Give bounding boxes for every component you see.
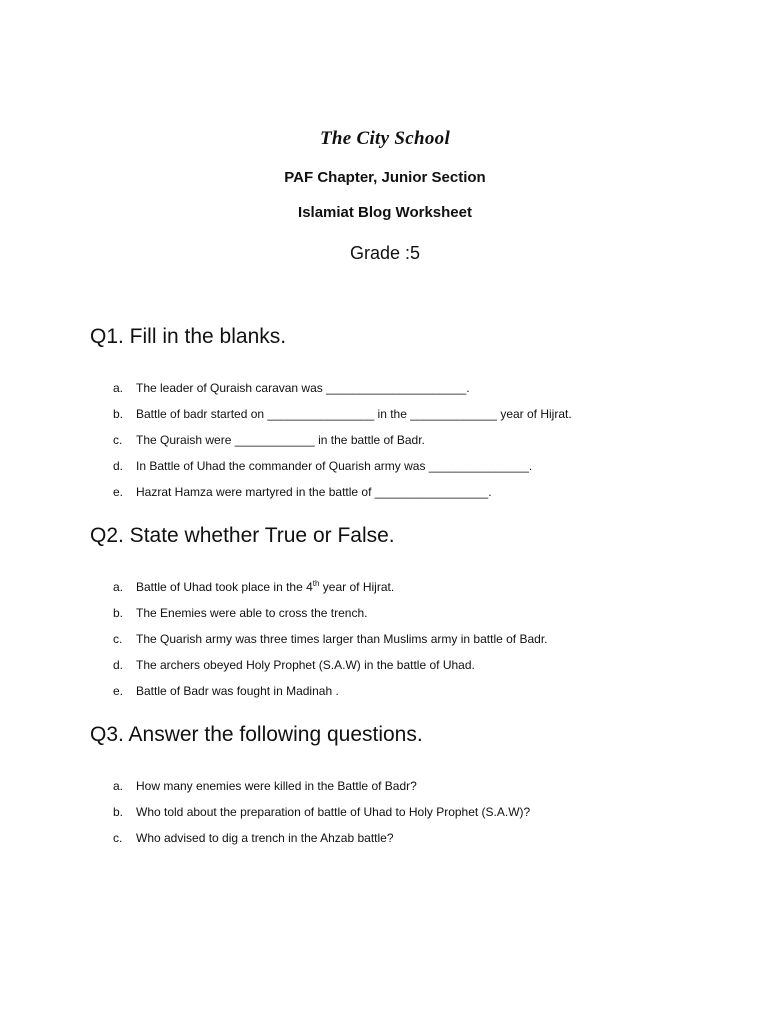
item-letter: b.	[113, 407, 124, 421]
item-letter: e.	[113, 684, 124, 698]
item-text: Battle of badr started on ________________ in the _____________ year of Hijrat.	[136, 407, 572, 421]
item-text: Hazrat Hamza were martyred in the battle of _________________.	[136, 485, 492, 499]
item-text	[136, 578, 394, 596]
item-letter: a.	[113, 381, 124, 395]
item-text: Who told about the preparation of battle of Uhad to Holy Prophet (S.A.W)?	[136, 805, 531, 819]
item-text: Battle of Badr was fought in Madinah .	[136, 684, 339, 698]
worksheet-title: Islamiat Blog Worksheet	[298, 204, 472, 221]
item-letter: c.	[113, 831, 123, 845]
grade-label: Grade :5	[349, 243, 421, 263]
item-text: How many enemies were killed in the Battle of Badr?	[136, 779, 417, 793]
item-letter: b.	[113, 606, 124, 620]
ordinal-suffix: th	[312, 579, 320, 588]
q1-heading: Q1. Fill in the blanks.	[90, 325, 287, 348]
item-text: Who advised to dig a trench in the Ahzab battle?	[136, 831, 394, 845]
item-text: The Enemies were able to cross the trench.	[136, 606, 368, 620]
item-text-before: Battle of Uhad took place in the 4	[136, 580, 313, 594]
item-letter: b.	[113, 805, 124, 819]
item-letter: d.	[113, 459, 124, 473]
item-letter: a.	[113, 580, 124, 594]
item-text: The leader of Quraish caravan was _____________________.	[136, 381, 470, 395]
item-text: The Quraish were ____________ in the battle of Badr.	[136, 433, 425, 447]
school-title: The City School	[319, 128, 451, 149]
item-letter: d.	[113, 658, 124, 672]
item-text-after: year of Hijrat.	[319, 580, 395, 594]
item-letter: c.	[113, 632, 123, 646]
chapter-title: PAF Chapter, Junior Section	[284, 169, 486, 186]
item-text: The archers obeyed Holy Prophet (S.A.W) in the battle of Uhad.	[136, 658, 475, 672]
item-letter: c.	[113, 433, 123, 447]
item-text: In Battle of Uhad the commander of Quarish army was _______________.	[136, 459, 533, 473]
item-text: The Quarish army was three times larger than Muslims army in battle of Badr.	[136, 632, 548, 646]
item-letter: e.	[113, 485, 124, 499]
item-letter: a.	[113, 779, 124, 793]
q3-heading: Q3. Answer the following questions.	[90, 723, 423, 746]
q2-heading: Q2. State whether True or False.	[90, 524, 395, 547]
